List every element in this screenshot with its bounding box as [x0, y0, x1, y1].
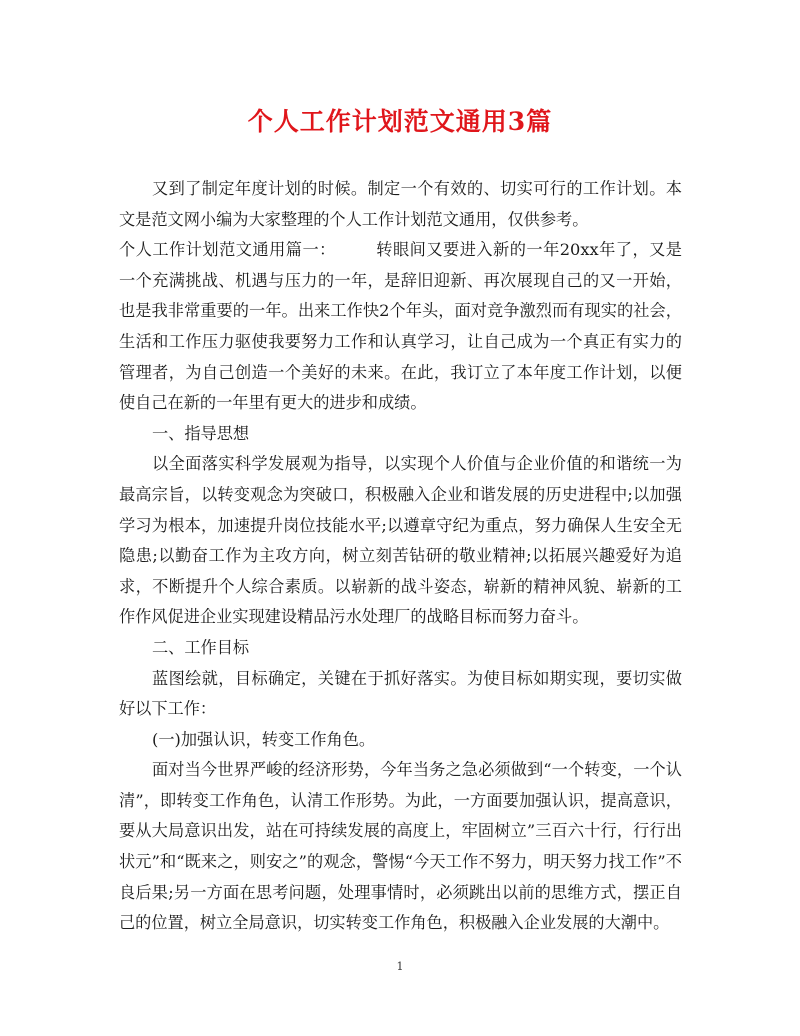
- awareness-paragraph: 面对当今世界严峻的经济形势，今年当务之急必须做到“一个转变，一个认清”，即转变工作角色，认清工作形势。为此，一方面要加强认识，提高意识，要从大局意识出发，站在可持续发展的高度上，牢固树立”三百六十行，行行出状元”和“既来之，则安之”的观念，警惕“今天工作不努力，明天努力找工作”不良后果;另一方面在思考问题，处理事情时，必须跳出以前的思维方式，摆正自己的位置，树立全局意识，切实转变工作角色，积极融入企业发展的大潮中。: [119, 760, 682, 933]
- document-body: [119, 174, 682, 939]
- guiding-paragraph: 以全面落实科学发展观为指导，以实现个人价值与企业价值的和谐统一为最高宗旨，以转变观念为突破口，积极融入企业和谐发展的历史进程中;以加强学习为根本，加速提升岗位技能水平;以遵章守纪为重点，努力确保人生安全无隐患;以勤奋工作为主攻方向，树立刻苦钻研的敬业精神;以拓展兴趣爱好为追求，不断提升个人综合素质。以崭新的战斗姿态，崭新的精神风貌、崭新的工作作风促进企业实现建设精品污水处理厂的战略目标而努力奋斗。: [119, 454, 682, 627]
- document-title: 个人工作计划范文通用3篇: [247, 107, 553, 136]
- section-heading-guiding: 一、指导思想: [152, 423, 250, 443]
- part1-text: 转眼间又要进入新的一年20xx年了，又是一个充满挑战、机遇与压力的一年，是辞旧迎新、再次展现自己的又一开始，也是我非常重要的一年。出来工作快2个年头，面对竞争激烈而有现实的社会，生活和工作压力驱使我要努力工作和认真学习，让自己成为一个真正有实力的管理者，为自己创造一个美好的未来。在此，我订立了本年度工作计划，以便使自己在新的一年里有更大的进步和成绩。: [119, 240, 682, 413]
- goals-paragraph: 蓝图绘就，目标确定，关键在于抓好落实。为使目标如期实现，要切实做好以下工作：: [119, 668, 682, 719]
- section-heading-goals: 二、工作目标: [152, 637, 250, 657]
- part1-paragraph: [119, 235, 682, 419]
- page-number: 1: [396, 960, 404, 973]
- subheading-awareness: (一)加强认识，转变工作角色。: [152, 729, 376, 749]
- intro-paragraph: 又到了制定年度计划的时候。制定一个有效的、切实可行的工作计划。本文是范文网小编为大家整理的个人工作计划范文通用，仅供参考。: [119, 179, 682, 229]
- part1-label: 个人工作计划范文通用篇一：: [119, 240, 336, 260]
